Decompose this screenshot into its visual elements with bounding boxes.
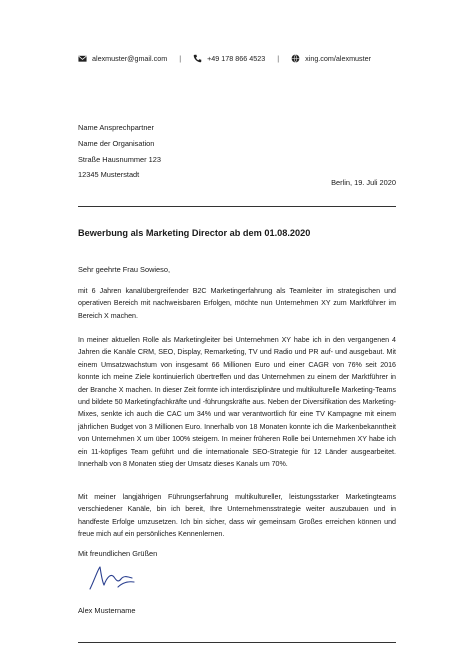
contact-bar (78, 54, 396, 63)
contact-web[interactable] (291, 54, 371, 63)
contact-phone[interactable] (193, 54, 265, 63)
salutation: Sehr geehrte Frau Sowieso, (78, 265, 171, 274)
body-paragraph-intro: mit 6 Jahren kanalübergreifender B2C Marketingerfahrung als Teamleiter im strategischen und operativen Bereich mit nachweisbaren Erfolgen, möchte nun Unternehmen XY zum Marktführer im Bereich X machen. (78, 287, 396, 320)
sender-name: Alex Mustername (78, 606, 136, 615)
recipient-contact-name: Name Ansprechpartner (78, 123, 154, 132)
recipient-address (78, 120, 161, 183)
closing-formula: Mit freundlichen Grüßen (78, 549, 158, 558)
separator: | (179, 54, 182, 63)
separator: | (277, 54, 280, 63)
divider (78, 642, 396, 643)
recipient-street: Straße Hausnummer 123 (78, 154, 161, 164)
letter-date: Berlin, 19. Juli 2020 (331, 178, 396, 187)
body-paragraph-experience: In meiner aktuellen Rolle als Marketingleiter bei Unternehmen XY habe ich in den vergangenen 4 Jahren die Kanäle CRM, SEO, Display, Remarketing, TV und Radio und PR auf- und ausgebaut. Mit einem Umsatzwachstum von insgesamt 66 Millionen Euro und einer CAGR von 76% seit 2016 konnte ich meine Ziele kontinuierlich übertreffen und das Unternehmen zu einem der Marktführer in der Branche X machen. In dieser Zeit formte ich interdisziplinäre und multikulturelle Marketing-Teams und bildete 50 Marketingfachkräfte und -führungskräfte aus. Neben der Diversifikation des Marketing-Mixes, senkte ich auch die CAC um 34% und war verantwortlich für eine TV Kampagne mit einem jährlichen Budget von 3 Millionen Euro. Innerhalb von 18 Monaten konnte ich die Markenbekanntheit von Unternehmen X um über 100% steigern. In meiner früheren Rolle bei Unternehmen XY habe ich ein 11-köpfiges Team geführt und die internationale SEO-Strategie für 12 Länder ausgearbeitet. Innerhalb von 8 Monaten stieg der Umsatz dieses Kanals um 70%. (78, 336, 396, 469)
phone-text: +49 178 866 4523 (207, 54, 266, 63)
body-paragraph-closing: Mit meiner langjährigen Führungserfahrung multikultureller, leistungsstarker Marketingteams verschiedener Kanäle, bin ich bereit, Ihre Unternehmensstrategie weiter auszubauen und in handfeste Erfolge umzusetzen. Ich bin sicher, dass wir gemeinsam Großes erreichen können und freue mich auf ein persönliches Kennenlernen. (78, 493, 396, 539)
email-text: alexmuster@gmail.com (92, 54, 168, 63)
handwritten-signature (88, 563, 140, 593)
web-text: xing.com/alexmuster (305, 54, 372, 63)
phone-icon (193, 54, 202, 63)
contact-email[interactable] (78, 54, 167, 63)
subject-line: Bewerbung als Marketing Director ab dem 01.08.2020 (78, 228, 311, 238)
globe-icon (291, 54, 300, 63)
recipient-city: 12345 Musterstadt (78, 170, 140, 180)
recipient-organisation: Name der Organisation (78, 138, 155, 148)
mail-icon (78, 54, 87, 63)
divider (78, 206, 396, 207)
